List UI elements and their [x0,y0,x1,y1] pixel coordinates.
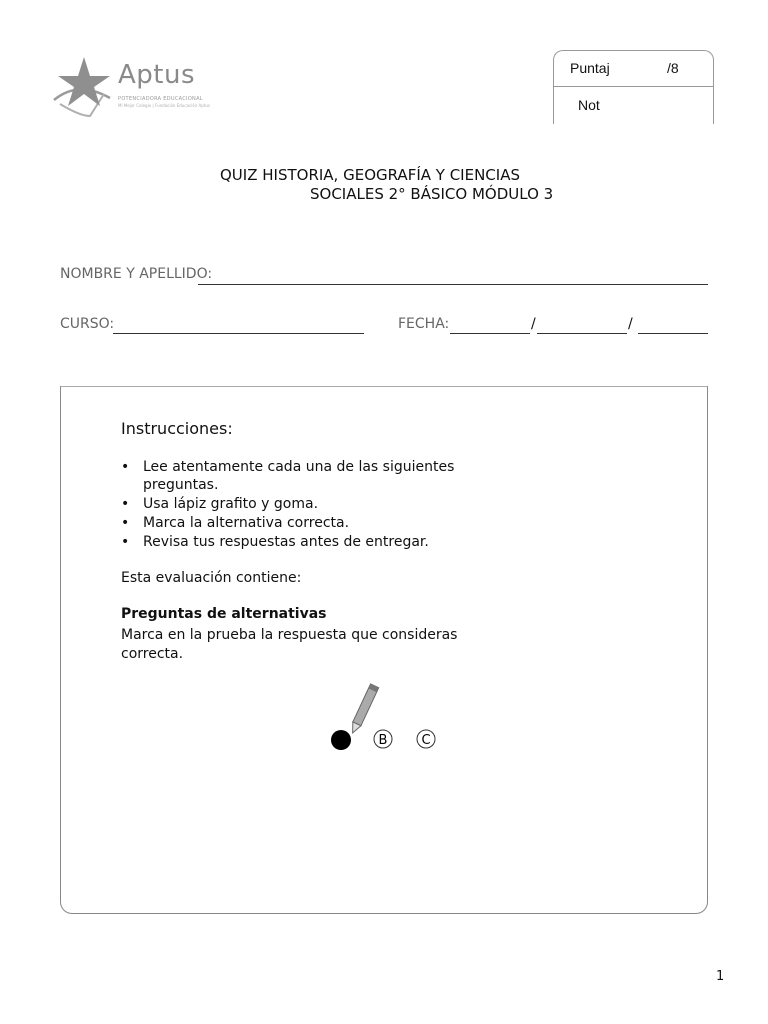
section-description: Marca en la prueba la respuesta que consideras correcta. [121,627,458,662]
page-number: 1 [716,969,725,984]
list-item: • Marca la alternativa correcta. [121,514,501,532]
course-label: CURSO: [60,316,115,332]
logo-wordmark: Aptus [118,60,196,90]
evaluation-contains: Esta evaluación contiene: [121,570,302,586]
puntaje-label: Puntaj [570,60,610,76]
section-title: Preguntas de alternativas [121,606,327,622]
list-item: • Revisa tus respuestas antes de entregar. [121,533,501,551]
date-day-line[interactable] [450,333,530,334]
date-month-line[interactable] [537,333,627,334]
option-c-label: C [421,733,431,748]
date-separator: / [531,316,536,332]
score-box-divider [553,86,714,87]
date-separator: / [628,316,633,332]
instructions-heading: Instrucciones: [121,419,233,438]
pencil-marking-icon [325,680,445,756]
date-year-line[interactable] [638,333,708,334]
quiz-title-line1: QUIZ HISTORIA, GEOGRAFÍA Y CIENCIAS [220,166,520,184]
logo-tagline: POTENCIADORA EDUCACIONAL [118,96,203,102]
logo-subtagline: Mi Mejor Colegio | Fundación Educación Aptus [118,103,211,108]
puntaje-max: /8 [667,60,679,76]
nota-label: Not [578,97,600,113]
name-label: NOMBRE Y APELLIDO: [60,266,213,282]
quiz-title-line2: SOCIALES 2° BÁSICO MÓDULO 3 [310,185,554,203]
instructions-list [121,458,501,552]
name-field-line[interactable] [198,284,708,285]
date-label: FECHA: [398,316,450,332]
list-item: • Usa lápiz grafito y goma. [121,495,501,513]
option-b-label: B [378,733,388,748]
list-item: • Lee atentamente cada una de las siguientes preguntas. [121,458,501,494]
course-field-line[interactable] [113,333,364,334]
